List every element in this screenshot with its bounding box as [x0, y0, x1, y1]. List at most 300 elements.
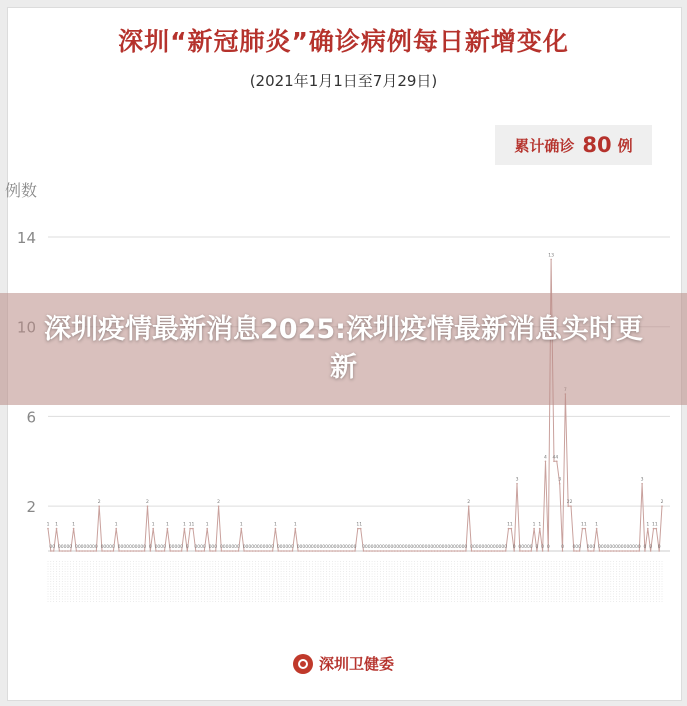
data-point-day-177: [547, 550, 549, 552]
data-point-day-107: [349, 550, 351, 552]
data-point-day-73: [252, 550, 254, 552]
data-label-day-63: 0: [222, 545, 226, 550]
data-label-day-16: 0: [89, 545, 93, 550]
data-point-day-36: [147, 505, 149, 507]
data-label-day-208: 0: [634, 545, 638, 550]
data-label-day-56: 0: [202, 545, 206, 550]
data-label-day-88: 1: [293, 522, 297, 528]
data-point-day-6: [61, 550, 63, 552]
data-label-day-31: 0: [131, 545, 135, 550]
data-label-day-141: 0: [444, 545, 448, 550]
data-point-day-202: [619, 550, 621, 552]
data-label-day-177: 0: [546, 545, 550, 550]
data-point-day-212: [647, 528, 649, 530]
data-label-day-206: 0: [629, 545, 633, 550]
data-label-day-106: 0: [345, 545, 348, 550]
data-point-day-2: [50, 550, 52, 552]
data-point-day-165: [513, 550, 515, 552]
footer-source: [0, 653, 687, 674]
data-label-day-70: 0: [242, 545, 246, 550]
data-point-day-1: [47, 528, 49, 530]
data-point-day-60: [215, 550, 217, 552]
data-label-day-90: 0: [299, 545, 303, 550]
data-point-day-129: [411, 550, 413, 552]
data-point-day-111: [360, 528, 362, 530]
data-label-day-112: 0: [362, 545, 365, 550]
data-label-day-186: 0: [572, 545, 576, 550]
data-label-day-8: 0: [66, 545, 70, 550]
data-label-day-152: 0: [475, 545, 479, 550]
data-point-day-30: [130, 550, 132, 552]
data-label-day-161: 0: [501, 545, 505, 550]
headline-text: 深圳疫情最新消息2025:深圳疫情最新消息实时更新: [44, 314, 643, 383]
data-label-day-194: 1: [595, 522, 599, 528]
data-label-day-33: 0: [137, 545, 141, 550]
data-point-day-76: [260, 550, 262, 552]
data-label-day-187: 0: [575, 545, 579, 550]
data-label-day-68: 0: [237, 545, 240, 550]
data-point-day-44: [169, 550, 171, 552]
data-point-day-120: [385, 550, 387, 552]
data-point-day-100: [329, 550, 331, 552]
data-label-day-65: 0: [228, 545, 232, 550]
data-point-day-103: [337, 550, 339, 552]
data-point-day-93: [309, 550, 311, 552]
data-label-day-165: 0: [512, 545, 516, 550]
data-point-day-55: [201, 550, 203, 552]
data-label-day-45: 0: [171, 545, 175, 550]
data-point-day-79: [269, 550, 271, 552]
data-label-day-76: 0: [259, 545, 263, 550]
data-point-day-134: [425, 550, 427, 552]
data-point-day-139: [439, 550, 441, 552]
data-label-day-159: 0: [495, 545, 499, 550]
data-point-day-200: [613, 550, 615, 552]
data-label-day-14: 0: [83, 545, 87, 550]
data-point-day-166: [516, 483, 518, 485]
data-point-day-133: [422, 550, 424, 552]
data-label-day-166: 3: [515, 477, 519, 483]
data-label-day-59: 0: [211, 545, 215, 550]
data-point-day-121: [388, 550, 390, 552]
data-label-day-162: 0: [504, 545, 508, 550]
data-point-day-171: [530, 550, 532, 552]
data-label-day-23: 0: [109, 545, 112, 550]
data-label-day-190: 1: [583, 522, 587, 528]
data-label-day-60: 0: [214, 545, 218, 550]
data-point-day-39: [155, 550, 157, 552]
data-label-day-5: 0: [57, 545, 61, 550]
data-point-day-194: [596, 528, 598, 530]
data-label-day-137: 0: [433, 545, 437, 550]
data-label-day-151: 0: [472, 545, 476, 550]
data-point-day-196: [602, 550, 604, 552]
data-point-day-37: [150, 550, 152, 552]
data-label-day-72: 0: [248, 545, 252, 550]
data-label-day-153: 0: [478, 545, 482, 550]
data-point-day-58: [209, 550, 211, 552]
data-label-day-217: 2: [660, 500, 664, 506]
data-point-day-87: [292, 550, 294, 552]
data-label-day-95: 0: [313, 545, 317, 550]
data-point-day-98: [323, 550, 325, 552]
data-point-day-113: [366, 550, 368, 552]
source-label: 深圳卫健委: [318, 655, 394, 673]
data-point-day-206: [630, 550, 632, 552]
data-point-day-15: [87, 550, 89, 552]
data-point-day-18: [96, 550, 98, 552]
data-point-day-191: [587, 550, 589, 552]
data-point-day-91: [303, 550, 305, 552]
data-label-day-156: 0: [487, 545, 491, 550]
y-axis-label: 例数: [5, 181, 38, 200]
health-commission-logo-icon: [293, 654, 313, 674]
data-label-day-38: 1: [151, 522, 155, 528]
data-label-day-147: 0: [461, 545, 465, 550]
data-point-day-211: [644, 550, 646, 552]
data-point-day-4: [56, 528, 58, 530]
data-label-day-160: 0: [498, 545, 502, 550]
data-label-day-135: 0: [427, 545, 431, 550]
data-label-day-74: 0: [254, 545, 257, 550]
data-point-day-14: [84, 550, 86, 552]
data-point-day-144: [454, 550, 456, 552]
data-point-day-172: [533, 528, 535, 530]
data-label-day-17: 0: [92, 545, 95, 550]
data-point-day-162: [505, 550, 507, 552]
data-label-day-43: 1: [165, 522, 169, 528]
data-point-day-104: [340, 550, 342, 552]
data-point-day-197: [604, 550, 606, 552]
data-label-day-104: 0: [339, 545, 343, 550]
data-label-day-26: 0: [117, 545, 121, 550]
data-point-day-102: [334, 550, 336, 552]
data-point-day-109: [354, 550, 356, 552]
data-point-day-179: [553, 460, 555, 462]
data-label-day-64: 0: [225, 545, 229, 550]
data-point-day-213: [650, 550, 652, 552]
data-point-day-161: [502, 550, 504, 552]
data-label-day-42: 0: [163, 545, 166, 550]
data-label-day-62: 0: [219, 545, 223, 550]
data-point-day-35: [144, 550, 146, 552]
data-label-day-157: 0: [490, 545, 493, 550]
data-label-day-118: 0: [379, 545, 383, 550]
data-point-day-210: [641, 483, 643, 485]
data-point-day-28: [124, 550, 126, 552]
data-point-day-57: [206, 528, 208, 530]
data-point-day-185: [570, 505, 572, 507]
data-label-day-1: 1: [46, 522, 50, 528]
data-point-day-50: [186, 550, 188, 552]
data-label-day-110: 1: [356, 522, 360, 528]
data-point-day-143: [451, 550, 453, 552]
data-label-day-109: 0: [353, 545, 357, 550]
data-label-day-154: 0: [481, 545, 485, 550]
data-label-day-83: 0: [279, 545, 283, 550]
data-label-day-128: 0: [407, 545, 411, 550]
data-point-day-45: [172, 550, 174, 552]
data-point-day-215: [656, 528, 658, 530]
data-point-day-122: [391, 550, 393, 552]
data-point-day-114: [368, 550, 370, 552]
data-label-day-117: 0: [376, 545, 380, 550]
data-point-day-33: [138, 550, 140, 552]
data-point-day-43: [167, 528, 169, 530]
data-point-day-38: [152, 528, 154, 530]
data-label-day-102: 0: [333, 545, 337, 550]
data-point-day-25: [115, 528, 117, 530]
data-label-day-133: 0: [421, 545, 425, 550]
data-label-day-211: 0: [643, 545, 647, 550]
data-point-day-46: [175, 550, 177, 552]
data-point-day-68: [238, 550, 240, 552]
data-label-day-105: 0: [342, 545, 346, 550]
data-point-day-173: [536, 550, 538, 552]
data-point-day-106: [346, 550, 348, 552]
data-point-day-94: [312, 550, 314, 552]
data-label-day-22: 0: [106, 545, 110, 550]
data-point-day-132: [420, 550, 422, 552]
data-label-day-96: 0: [316, 545, 320, 550]
data-label-day-168: 0: [521, 545, 525, 550]
data-point-day-156: [488, 550, 490, 552]
data-label-day-58: 0: [208, 545, 212, 550]
data-point-day-151: [474, 550, 476, 552]
data-label-day-48: 0: [180, 545, 184, 550]
data-label-day-27: 0: [120, 545, 124, 550]
data-point-day-214: [653, 528, 655, 530]
data-label-day-116: 0: [373, 545, 377, 550]
data-label-day-202: 0: [617, 545, 621, 550]
data-point-day-101: [331, 550, 333, 552]
data-label-day-73: 0: [251, 545, 255, 550]
data-label-day-212: 1: [646, 522, 650, 528]
data-label-day-170: 0: [526, 545, 530, 550]
data-label-day-9: 0: [69, 545, 73, 550]
data-point-day-169: [525, 550, 527, 552]
data-point-day-97: [320, 550, 322, 552]
data-label-day-131: 0: [416, 545, 419, 550]
data-point-day-81: [275, 528, 277, 530]
data-point-day-99: [326, 550, 328, 552]
data-label-day-132: 0: [418, 545, 422, 550]
data-label-day-114: 0: [367, 545, 371, 550]
data-label-day-140: 0: [441, 545, 445, 550]
data-point-day-31: [132, 550, 134, 552]
data-point-day-119: [383, 550, 385, 552]
data-point-day-62: [221, 550, 223, 552]
data-label-day-126: 0: [401, 545, 405, 550]
data-label-day-97: 0: [319, 545, 323, 550]
data-point-day-89: [297, 550, 299, 552]
data-label-day-77: 0: [262, 545, 266, 550]
data-label-day-129: 0: [410, 545, 414, 550]
data-label-day-28: 0: [123, 545, 127, 550]
data-label-day-24: 0: [111, 545, 115, 550]
data-point-day-52: [192, 528, 194, 530]
data-label-day-100: 0: [327, 545, 331, 550]
data-point-day-23: [110, 550, 112, 552]
data-point-day-88: [295, 528, 297, 530]
data-label-day-11: 0: [74, 545, 78, 550]
data-label-day-119: 0: [381, 545, 385, 550]
data-label-day-127: 0: [404, 545, 408, 550]
data-label-day-180: 4: [555, 455, 559, 461]
data-point-day-150: [471, 550, 473, 552]
data-point-day-178: [550, 259, 552, 261]
data-point-day-125: [400, 550, 402, 552]
data-label-day-85: 0: [285, 545, 289, 550]
data-point-day-126: [403, 550, 405, 552]
data-label-day-101: 0: [330, 545, 334, 550]
data-label-day-61: 2: [217, 500, 220, 506]
data-point-day-11: [76, 550, 78, 552]
data-point-day-158: [493, 550, 495, 552]
data-point-day-77: [263, 550, 265, 552]
data-point-day-208: [636, 550, 638, 552]
data-label-day-163: 1: [507, 522, 510, 528]
data-label-day-138: 0: [435, 545, 439, 550]
data-point-day-199: [610, 550, 612, 552]
data-label-day-174: 1: [538, 522, 542, 528]
data-label-day-12: 0: [77, 545, 81, 550]
data-point-day-59: [212, 550, 214, 552]
data-point-day-47: [178, 550, 180, 552]
data-label-day-94: 0: [310, 545, 314, 550]
data-label-day-80: 0: [271, 545, 275, 550]
data-point-day-19: [98, 505, 100, 507]
data-point-day-10: [73, 528, 75, 530]
data-label-day-199: 0: [609, 545, 613, 550]
data-point-day-96: [317, 550, 319, 552]
data-point-day-135: [428, 550, 430, 552]
data-point-day-188: [579, 550, 581, 552]
data-point-day-159: [496, 550, 498, 552]
data-label-day-6: 0: [60, 545, 64, 550]
data-label-day-181: 3: [558, 477, 562, 483]
data-point-day-110: [357, 528, 359, 530]
data-point-day-80: [272, 550, 274, 552]
data-label-day-123: 0: [393, 545, 397, 550]
data-label-day-29: 0: [126, 545, 130, 550]
data-point-day-9: [70, 550, 72, 552]
data-label-day-120: 0: [384, 545, 388, 550]
data-point-day-190: [584, 528, 586, 530]
data-point-day-170: [528, 550, 530, 552]
data-point-day-204: [624, 550, 626, 552]
data-point-day-130: [414, 550, 416, 552]
data-point-day-131: [417, 550, 419, 552]
data-point-day-205: [627, 550, 629, 552]
data-point-day-105: [343, 550, 345, 552]
data-label-day-34: 0: [140, 545, 144, 550]
data-point-day-21: [104, 550, 106, 552]
data-point-day-74: [255, 550, 257, 552]
total-cases-value: 80: [582, 133, 612, 157]
data-label-day-98: 0: [322, 545, 326, 550]
data-point-day-85: [286, 550, 288, 552]
data-point-day-189: [582, 528, 584, 530]
data-point-day-71: [246, 550, 248, 552]
data-label-day-203: 0: [620, 545, 624, 550]
data-point-day-3: [53, 550, 55, 552]
data-label-day-201: 0: [615, 545, 618, 550]
chart-title: 深圳“新冠肺炎”确诊病例每日新增变化: [118, 27, 569, 56]
data-point-day-17: [93, 550, 95, 552]
data-label-day-111: 1: [359, 522, 363, 528]
data-label-day-99: 0: [325, 545, 329, 550]
chart-subtitle: (2021年1月1日至7月29日): [249, 72, 438, 90]
data-label-day-143: 0: [450, 545, 454, 550]
data-label-day-3: 0: [52, 545, 56, 550]
y-tick-label-6: 6: [26, 408, 36, 427]
data-label-day-167: 0: [518, 545, 522, 550]
data-point-day-180: [556, 460, 558, 462]
data-label-day-204: 0: [623, 545, 627, 550]
data-point-day-167: [519, 550, 521, 552]
data-label-day-18: 0: [94, 545, 98, 550]
data-label-day-55: 0: [200, 545, 203, 550]
data-point-day-84: [283, 550, 285, 552]
data-point-day-51: [189, 528, 191, 530]
data-label-day-15: 0: [86, 545, 90, 550]
data-label-day-134: 0: [424, 545, 428, 550]
data-point-day-56: [204, 550, 206, 552]
data-point-day-112: [363, 550, 365, 552]
data-label-day-2: 0: [49, 545, 53, 550]
data-label-day-52: 1: [191, 522, 195, 528]
total-cases-unit: 例: [617, 136, 633, 155]
data-point-day-70: [243, 550, 245, 552]
data-label-day-79: 0: [268, 545, 272, 550]
data-point-day-192: [590, 550, 592, 552]
data-point-day-54: [198, 550, 200, 552]
data-point-day-203: [621, 550, 623, 552]
data-label-day-209: 0: [637, 545, 641, 550]
data-point-day-155: [485, 550, 487, 552]
data-point-day-53: [195, 550, 197, 552]
data-point-day-64: [226, 550, 228, 552]
data-label-day-214: 1: [652, 522, 655, 528]
data-label-day-57: 1: [205, 522, 209, 528]
data-point-day-207: [633, 550, 635, 552]
data-label-day-113: 0: [364, 545, 368, 550]
data-label-day-215: 1: [654, 522, 658, 528]
data-label-day-103: 0: [336, 545, 340, 550]
data-point-day-115: [371, 550, 373, 552]
data-label-day-210: 3: [640, 477, 644, 483]
data-point-day-216: [658, 550, 660, 552]
data-point-day-209: [638, 550, 640, 552]
data-label-day-115: 0: [370, 545, 374, 550]
data-label-day-66: 0: [231, 545, 235, 550]
data-label-day-93: 0: [308, 545, 311, 550]
total-cases-label: 累计确诊: [514, 136, 575, 155]
data-label-day-213: 0: [649, 545, 653, 550]
data-label-day-86: 0: [288, 545, 292, 550]
data-label-day-84: 0: [282, 545, 286, 550]
y-tick-label-2: 2: [26, 498, 36, 517]
data-label-day-192: 0: [589, 545, 593, 550]
data-label-day-51: 1: [188, 522, 192, 528]
data-point-day-40: [158, 550, 160, 552]
data-point-day-145: [457, 550, 459, 552]
data-label-day-19: 2: [97, 500, 101, 506]
data-point-day-152: [476, 550, 478, 552]
data-label-day-54: 0: [197, 545, 201, 550]
data-label-day-182: 0: [561, 545, 564, 550]
